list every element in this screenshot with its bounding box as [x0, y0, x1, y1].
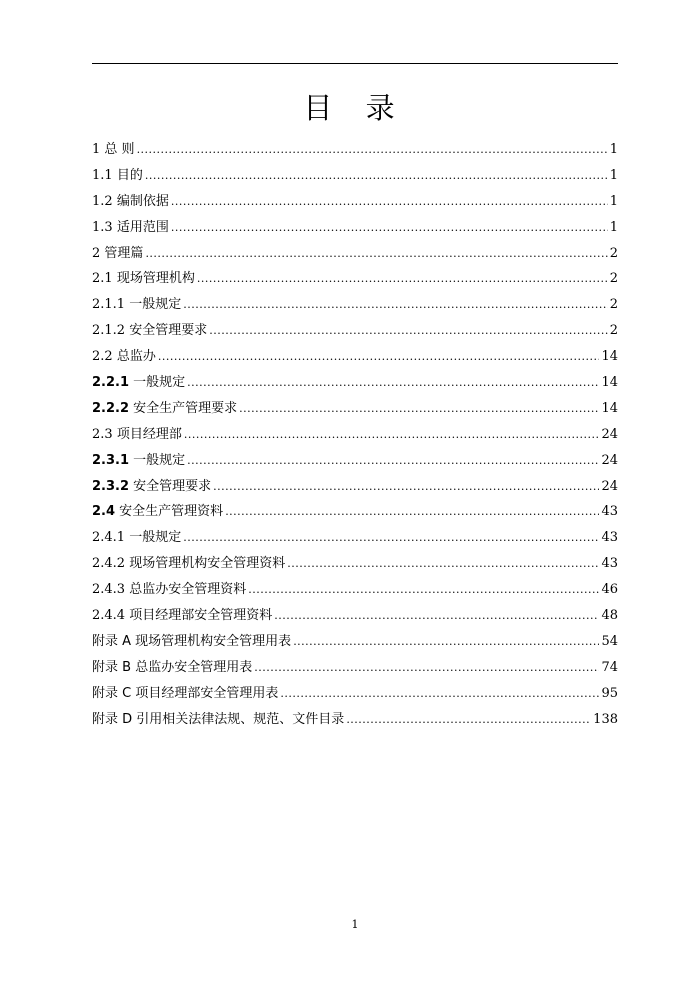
toc-entry-label [92, 371, 185, 390]
toc-entry-page: 24 [601, 426, 618, 442]
toc-entry-number: 2.3.1 [92, 452, 130, 468]
toc-entry-number: 附录 D [92, 711, 133, 727]
toc-entry-page: 95 [601, 685, 618, 701]
toc-entry-number: 2.4.1 [92, 530, 126, 546]
toc-entry-title: 现场管理机构安全管理资料 [129, 556, 286, 572]
toc-entry-number: 附录 B [92, 659, 132, 675]
toc-entry-label [92, 578, 246, 597]
toc-entry-title: 现场管理机构 [116, 271, 195, 287]
table-of-contents [92, 138, 618, 733]
toc-entry-title: 一般规定 [133, 375, 186, 391]
toc-entry-number: 2.4 [92, 504, 116, 520]
toc-entry-label [92, 423, 182, 442]
toc-entry-label [92, 604, 272, 623]
toc-entry[interactable] [92, 216, 618, 242]
toc-leader-dots [287, 557, 599, 570]
toc-entry-page: 2 [609, 297, 618, 313]
toc-entry[interactable] [92, 319, 618, 345]
toc-entry-number: 2.2 [92, 349, 113, 365]
toc-entry-title: 项目经理部安全管理资料 [129, 608, 273, 624]
toc-leader-dots [187, 454, 599, 467]
toc-entry-label [92, 500, 223, 519]
toc-entry-label [92, 449, 185, 468]
toc-entry-label [92, 267, 195, 286]
toc-entry-label [92, 216, 169, 235]
toc-entry-page: 1 [609, 142, 618, 157]
toc-entry[interactable] [92, 708, 618, 734]
toc-entry[interactable] [92, 578, 618, 604]
toc-leader-dots [248, 583, 599, 596]
toc-entry-page: 14 [601, 349, 618, 365]
toc-entry-label [92, 656, 252, 675]
toc-entry-page: 43 [601, 530, 618, 546]
toc-entry-page: 2 [609, 245, 618, 261]
toc-entry[interactable] [92, 552, 618, 578]
toc-leader-dots [183, 298, 607, 311]
toc-leader-dots [280, 687, 599, 700]
toc-entry-label [92, 345, 156, 364]
toc-entry-number: 1 [92, 142, 101, 157]
toc-entry[interactable] [92, 526, 618, 552]
toc-leader-dots [197, 272, 608, 285]
toc-leader-dots [171, 221, 608, 234]
toc-leader-dots [254, 661, 599, 674]
toc-entry-page: 24 [601, 452, 618, 468]
toc-entry-label [92, 630, 291, 649]
toc-entry-title: 项目经理部安全管理用表 [135, 685, 279, 701]
toc-leader-dots [145, 247, 607, 260]
toc-entry[interactable] [92, 164, 618, 190]
toc-entry-number: 2.1.2 [92, 323, 126, 339]
toc-entry-title: 安全管理要求 [129, 323, 208, 339]
toc-entry-number: 2.2.2 [92, 400, 130, 416]
toc-entry[interactable] [92, 371, 618, 397]
toc-entry-label [92, 397, 237, 416]
toc-entry-title: 安全生产管理资料 [119, 504, 224, 520]
toc-leader-dots [137, 143, 608, 156]
toc-entry-title: 编制依据 [116, 193, 169, 209]
toc-entry-label [92, 293, 181, 312]
toc-title: 目 录 [303, 91, 407, 125]
toc-leader-dots [184, 428, 600, 441]
toc-leader-dots [209, 324, 607, 337]
toc-entry-label [92, 526, 181, 545]
toc-entry[interactable] [92, 475, 618, 501]
toc-entry-number: 2 [92, 245, 101, 261]
toc-entry-page: 138 [593, 711, 618, 727]
toc-entry-title: 一般规定 [129, 297, 182, 313]
toc-entry-label [92, 708, 344, 727]
toc-entry[interactable] [92, 449, 618, 475]
toc-entry-title: 总监办 [116, 349, 156, 365]
toc-entry[interactable] [92, 682, 618, 708]
toc-entry-label [92, 682, 278, 701]
toc-leader-dots [346, 713, 591, 726]
toc-entry-page: 48 [601, 608, 618, 624]
toc-entry-page: 14 [601, 400, 618, 416]
toc-entry-title: 总监办安全管理用表 [135, 659, 253, 675]
toc-entry-label [92, 138, 135, 157]
toc-entry-page: 2 [609, 323, 618, 339]
page-number: 1 [351, 918, 359, 931]
toc-entry-title: 总 则 [104, 142, 135, 157]
toc-entry-number: 2.1.1 [92, 297, 126, 313]
toc-entry-page: 1 [609, 193, 618, 209]
toc-entry-title: 管理篇 [104, 245, 144, 261]
toc-entry[interactable] [92, 397, 618, 423]
toc-entry-title: 项目经理部 [116, 426, 182, 442]
toc-entry-label [92, 319, 207, 338]
toc-entry-number: 2.3 [92, 426, 113, 442]
header-rule [92, 63, 618, 64]
toc-entry[interactable] [92, 138, 618, 164]
toc-entry[interactable] [92, 242, 618, 268]
toc-entry[interactable] [92, 293, 618, 319]
toc-entry[interactable] [92, 630, 618, 656]
toc-entry-number: 2.3.2 [92, 478, 130, 494]
toc-leader-dots [225, 505, 599, 518]
toc-entry[interactable] [92, 267, 618, 293]
toc-entry-label [92, 242, 143, 261]
toc-entry-number: 2.4.3 [92, 582, 126, 598]
toc-entry-page: 43 [601, 556, 618, 572]
toc-entry-title: 安全管理要求 [133, 478, 212, 494]
toc-entry-number: 2.2.1 [92, 375, 130, 391]
toc-entry[interactable] [92, 423, 618, 449]
toc-entry-number: 2.4.2 [92, 556, 126, 572]
toc-entry-page: 14 [601, 375, 618, 391]
toc-entry-label [92, 552, 285, 571]
toc-leader-dots [293, 635, 599, 648]
toc-entry-page: 54 [601, 633, 618, 649]
toc-entry-label [92, 475, 211, 494]
toc-entry-title: 总监办安全管理资料 [129, 582, 247, 598]
toc-entry-title: 引用相关法律法规、规范、文件目录 [136, 711, 345, 727]
toc-entry-page: 74 [601, 659, 618, 675]
toc-entry[interactable] [92, 500, 618, 526]
toc-entry-title: 适用范围 [116, 219, 169, 235]
toc-leader-dots [145, 169, 608, 182]
toc-entry-number: 附录 C [92, 685, 132, 701]
toc-entry-number: 附录 A [92, 633, 132, 649]
toc-entry-page: 1 [609, 219, 618, 235]
toc-leader-dots [239, 402, 599, 415]
toc-leader-dots [274, 609, 599, 622]
toc-leader-dots [183, 531, 599, 544]
toc-entry-number: 2.1 [92, 271, 113, 287]
toc-leader-dots [187, 376, 599, 389]
toc-entry[interactable] [92, 345, 618, 371]
toc-entry-number: 2.4.4 [92, 608, 126, 624]
toc-entry-page: 2 [609, 271, 618, 287]
toc-entry-title: 现场管理机构安全管理用表 [135, 633, 292, 649]
toc-entry-number: 1.2 [92, 193, 113, 209]
toc-entry-label [92, 164, 143, 183]
toc-leader-dots [158, 350, 600, 363]
toc-entry[interactable] [92, 190, 618, 216]
toc-entry-title: 安全生产管理要求 [133, 400, 238, 416]
toc-leader-dots [213, 480, 599, 493]
toc-entry-number: 1.3 [92, 219, 113, 235]
toc-entry-page: 1 [609, 167, 618, 183]
toc-entry[interactable] [92, 656, 618, 682]
toc-entry-title: 目的 [116, 167, 143, 183]
toc-entry[interactable] [92, 604, 618, 630]
toc-entry-title: 一般规定 [133, 452, 186, 468]
toc-entry-page: 46 [601, 582, 618, 598]
toc-entry-label [92, 190, 169, 209]
toc-entry-page: 24 [601, 478, 618, 494]
toc-entry-number: 1.1 [92, 167, 113, 183]
toc-entry-title: 一般规定 [129, 530, 182, 546]
toc-leader-dots [171, 195, 608, 208]
toc-entry-page: 43 [601, 504, 618, 520]
